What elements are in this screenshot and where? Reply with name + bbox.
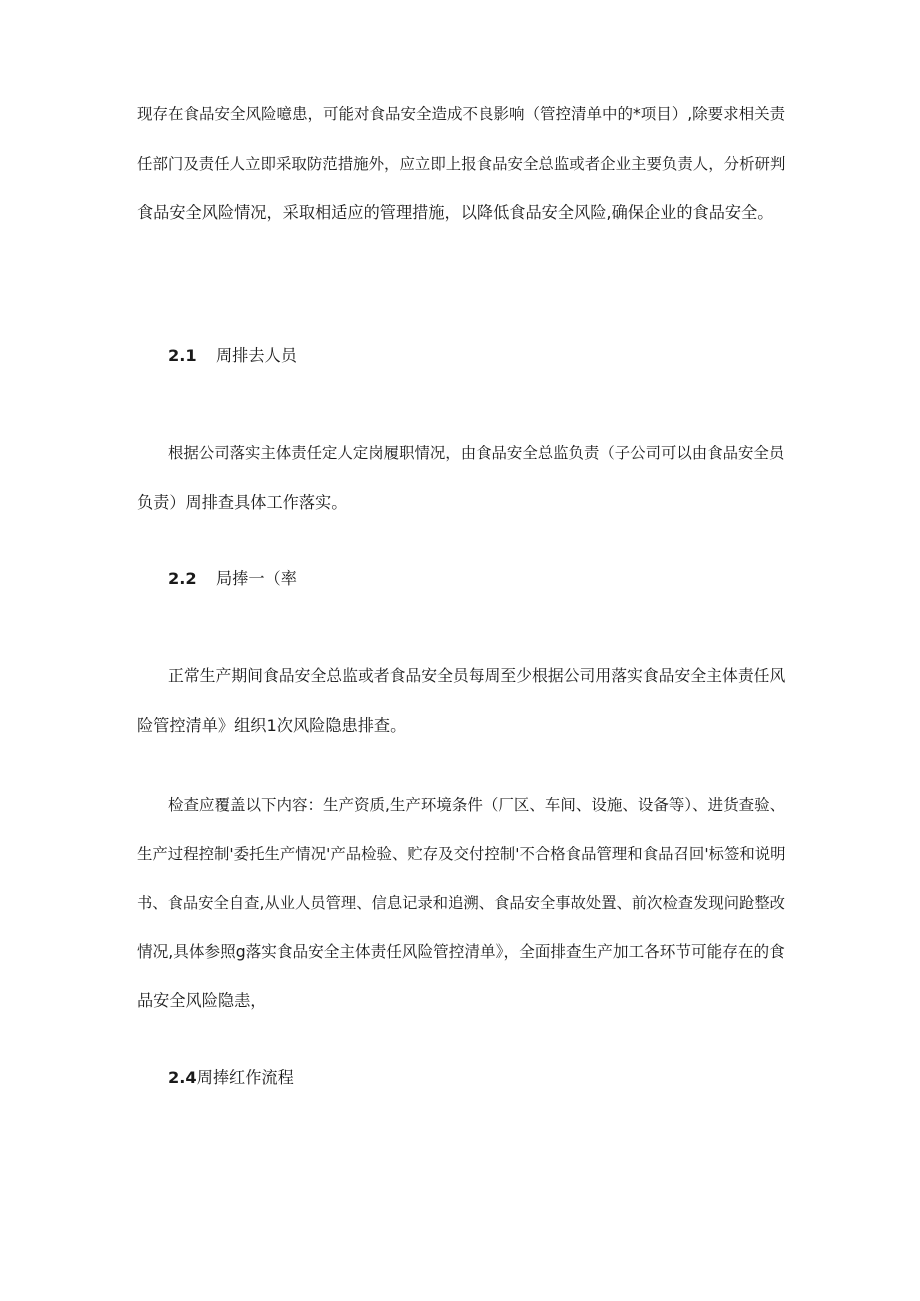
section-2-1-title: 周排去人员 bbox=[216, 346, 297, 365]
section-2-1-line-1: 根据公司落实主体责任定人定岗履职情况，由食品安全总监负责（子公司可以由食品安全员 bbox=[168, 444, 785, 462]
section-2-4-number: 2.4 bbox=[168, 1068, 197, 1087]
section-2-2-p1-line-1: 正常生产期间食品安全总监或者食品安全员每周至少根据公司用落实食品安全主体责任风 bbox=[168, 666, 786, 685]
section-2-2-number: 2.2 bbox=[168, 569, 197, 588]
section-2-4-heading bbox=[168, 1068, 294, 1088]
section-2-2-p1-line-2: 险管控清单》组织1次风险隐患排查。 bbox=[137, 716, 407, 735]
section-2-2-p2-line-3: 书、食品安全自查,从业人员管理、信息记录和追溯、食品安全事故处置、前次检查发现问跄整改 bbox=[137, 894, 785, 912]
section-2-2-p2-line-4: 情况,具体参照g落实食品安全主体责任风险管控清单》，全面排查生产加工各环节可能存在的食 bbox=[137, 942, 785, 961]
section-2-1-line-2: 负责）周排查具体工作落实。 bbox=[137, 493, 348, 512]
section-2-2-p2-line-5: 品安全风险隐恚， bbox=[137, 991, 267, 1010]
section-2-2-p2-line-1: 检查应覆盖以下内容：生产资质,生产环境条件（厂区、车间、设施、设备等）、进货查验、 bbox=[168, 796, 786, 814]
section-2-2-heading bbox=[168, 569, 297, 589]
section-2-2-title: 局捧一（率 bbox=[216, 569, 297, 588]
section-2-1-heading bbox=[168, 346, 297, 366]
section-2-4-title: 周捧红作流程 bbox=[196, 1068, 294, 1087]
intro-line-3: 食品安全风险情况，采取相适应的管理措施，以降低食品安全风险,确保企业的食品安全。 bbox=[137, 203, 774, 222]
section-2-2-p2-line-2: 生产过程控制'委托生产情况'产品检验、贮存及交付控制'不合格食品管理和食品召回'标签和说明 bbox=[137, 845, 786, 863]
intro-line-1: 现存在食品安全风险噫患，可能对食品安全造成不良影响（管控清单中的*项目）,除要求相关责 bbox=[137, 105, 786, 123]
section-2-1-number: 2.1 bbox=[168, 346, 197, 365]
intro-line-2: 任部门及责任人立即采取防范措施外，应立即上报食品安全总监或者企业主要负责人，分析研判 bbox=[137, 155, 786, 173]
